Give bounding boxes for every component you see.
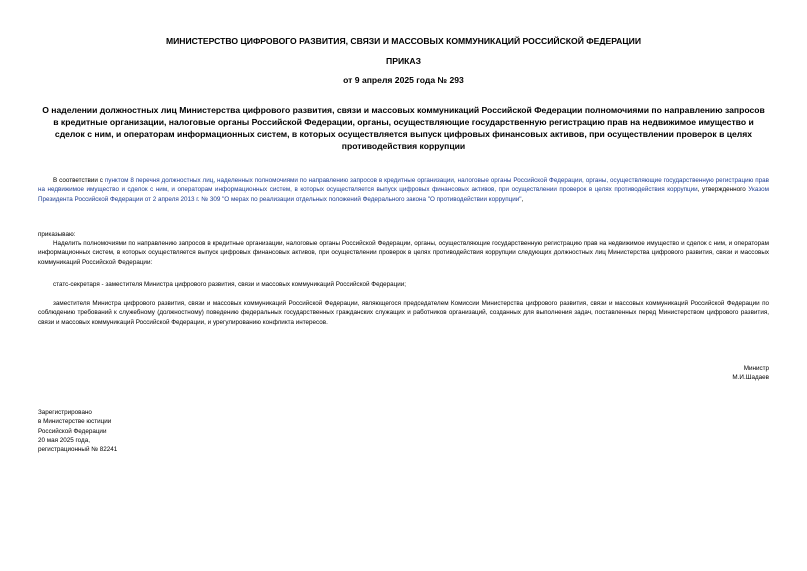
order-title: О наделении должностных лиц Министерства цифрового развития, связи и массовых коммуникаций Российской Федерации полномочиями по направлению запросов в кредитные организации, налоговые органы Российской Федерации, органы, осуществляющие государственную регистрацию прав на недвижимое имущество и сделок с ним, и операторам информационных систем, в которых осуществляется выпуск цифровых финансовых активов, при осуществлении проверок в целях противодействия коррупции xyxy=(42,105,765,151)
signature-block xyxy=(732,364,769,383)
preamble-text-start: В соответствии с xyxy=(53,177,105,184)
authority-paragraph: Наделить полномочиями по направлению запросов в кредитные организации, налоговые органы Российской Федерации, органы, осуществляющие государственную регистрацию прав на недвижимое имущество и сделок с ним, и операторам информационных систем, в которых осуществляется выпуск цифровых финансовых активов, при осуществлении проверок в целях противодействия коррупции следующих должностных лиц Министерства цифрового развития, связи и массовых коммуникаций Российской Федерации: xyxy=(38,240,769,266)
ministry-heading: МИНИСТЕРСТВО ЦИФРОВОГО РАЗВИТИЯ, СВЯЗИ И МАССОВЫХ КОММУНИКАЦИЙ РОССИЙСКОЙ ФЕДЕРАЦИИ xyxy=(165,36,642,46)
presidential-decree-link[interactable]: Указом Президента Российской Федерации от 2 апреля 2013 г. № 309 "О мерах по реализации отдельных положений Федерального закона "О противодействии коррупции" xyxy=(38,186,769,203)
preamble-text-mid: , утвержденного xyxy=(697,186,749,194)
registration-number: регистрационный № 82241 xyxy=(38,446,118,454)
registration-block xyxy=(38,408,117,454)
signatory-name: М.И.Шадаев xyxy=(732,374,769,382)
decree-list-link[interactable]: пунктом 8 перечня должностных лиц, наделенных полномочиями по направлению запросов в кредитные организации, налоговые органы Российской Федерации, органы, осуществляющие государственную регистрацию прав на недвижимое имущество и сделок с ним, и операторам информационных систем, в которых осуществляется выпуск цифровых финансовых активов, при осуществлении проверок в целях противодействия коррупции xyxy=(38,177,769,194)
signatory-position: Министр xyxy=(743,365,769,372)
doc-type-heading: ПРИКАЗ xyxy=(386,56,421,66)
registration-line: Российской Федерации xyxy=(38,427,107,435)
registration-line: Зарегистрировано xyxy=(38,409,92,416)
registration-line: в Министерстве юстиции xyxy=(38,418,112,426)
order-date-number: от 9 апреля 2025 года № 293 xyxy=(343,75,464,85)
order-word-paragraph: приказываю: xyxy=(38,231,76,238)
registration-date: 20 мая 2025 года, xyxy=(38,436,90,444)
preamble-text-end: , xyxy=(521,195,524,203)
deputy-minister-paragraph: заместителя Министра цифрового развития, связи и массовых коммуникаций Российской Федерации, являющегося председателем Комиссии Министерства цифрового развития, связи и массовых коммуникаций Российской Федерации по соблюдению требований к служебному (должностному) поведению федеральных государственных гражданских служащих и работников организаций, созданных для выполнения задач, поставленных перед Министерством цифрового развития, связи и массовых коммуникаций Российской Федерации, и урегулированию конфликта интересов. xyxy=(38,300,769,326)
preamble-paragraph xyxy=(38,176,769,204)
state-secretary-paragraph: статс-секретаря - заместителя Министра цифрового развития, связи и массовых коммуникаций Российской Федерации; xyxy=(53,281,407,288)
